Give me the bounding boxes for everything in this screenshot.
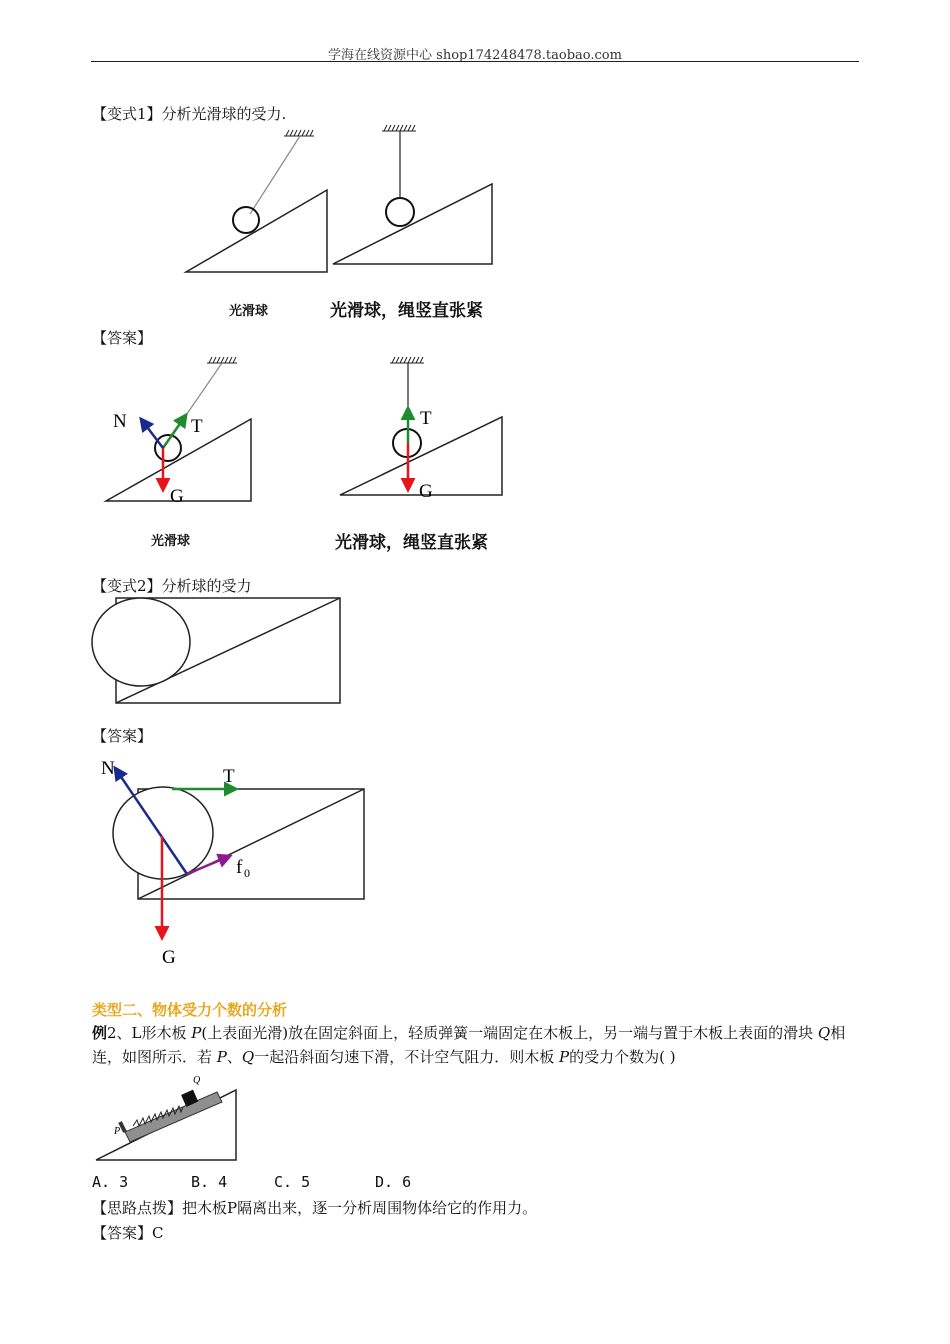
label-P: P — [114, 1126, 121, 1137]
answer1-caption-left: 光滑球 — [151, 534, 191, 549]
force-label-G-right: G — [419, 481, 433, 502]
force-label-N-left: N — [113, 411, 127, 432]
string-left — [250, 136, 300, 214]
ceiling-hatch-ans-left — [207, 357, 237, 363]
answer2-figure — [0, 750, 950, 970]
force-label-f-ans2: f — [236, 857, 243, 878]
ceiling-hatch-left — [284, 130, 314, 136]
force-label-G-left: G — [170, 486, 184, 507]
normal-arrow-left — [141, 419, 163, 448]
incline-left — [186, 190, 327, 272]
answer2-label: 【答案】 — [92, 727, 153, 745]
string-ans-left — [180, 363, 222, 424]
option-b: B. 4 — [191, 1173, 228, 1191]
tension-arrow-left — [163, 415, 186, 448]
force-label-T-ans2: T — [223, 766, 235, 787]
hint: 【思路点拨】把木板P隔离出来，逐一分析周围物体给它的作用力。 — [92, 1199, 538, 1217]
variant1-caption-right: 光滑球，绳竖直张紧 — [330, 301, 483, 321]
answer1-figure — [0, 340, 950, 530]
ball-left — [233, 207, 259, 233]
ball-v2 — [92, 598, 190, 686]
board-P-end — [120, 1122, 125, 1132]
example2-answer: 【答案】C — [92, 1224, 164, 1242]
label-Q: Q — [193, 1075, 201, 1086]
section2-title: 类型二、物体受力个数的分析 — [92, 1001, 288, 1019]
variant1-title: 【变式1】分析光滑球的受力. — [92, 105, 287, 123]
force-label-f-subscript-ans2: 0 — [244, 866, 250, 880]
option-d: D. 6 — [375, 1173, 412, 1191]
example-prefix: 例 — [92, 1024, 108, 1042]
board-P — [125, 1092, 222, 1142]
option-a: A. 3 — [92, 1173, 129, 1191]
variant2-figure — [0, 590, 950, 710]
ceiling-hatch-ans-right — [390, 357, 424, 363]
option-c: C. 5 — [274, 1173, 311, 1191]
example2-figure — [0, 1070, 950, 1165]
ceiling-hatch-right — [382, 125, 416, 131]
example2-paragraph: 例2、L形木板 P(上表面光滑)放在固定斜面上，轻质弹簧一端固定在木板上，另一端与置于木板上表面的滑块 Q相连，如图所示．若 P、Q一起沿斜面匀速下滑，不计空气阻力．则木板 P的受力个数为( ) — [92, 1024, 846, 1066]
force-label-N-ans2: N — [101, 758, 115, 779]
force-label-T-left: T — [191, 416, 203, 437]
answer1-label: 【答案】 — [92, 329, 153, 347]
force-label-T-right: T — [420, 408, 432, 429]
variant1-caption-left: 光滑球 — [229, 304, 269, 319]
variant1-figure — [0, 0, 950, 330]
answer1-caption-right: 光滑球，绳竖直张紧 — [335, 533, 488, 553]
ball-right — [386, 198, 414, 226]
incline-right — [333, 184, 492, 264]
force-label-G-ans2: G — [162, 947, 176, 968]
page-header: 学海在线资源中心 shop174248478.taobao.com — [328, 48, 622, 63]
variant2-title: 【变式2】分析球的受力 — [92, 577, 252, 595]
